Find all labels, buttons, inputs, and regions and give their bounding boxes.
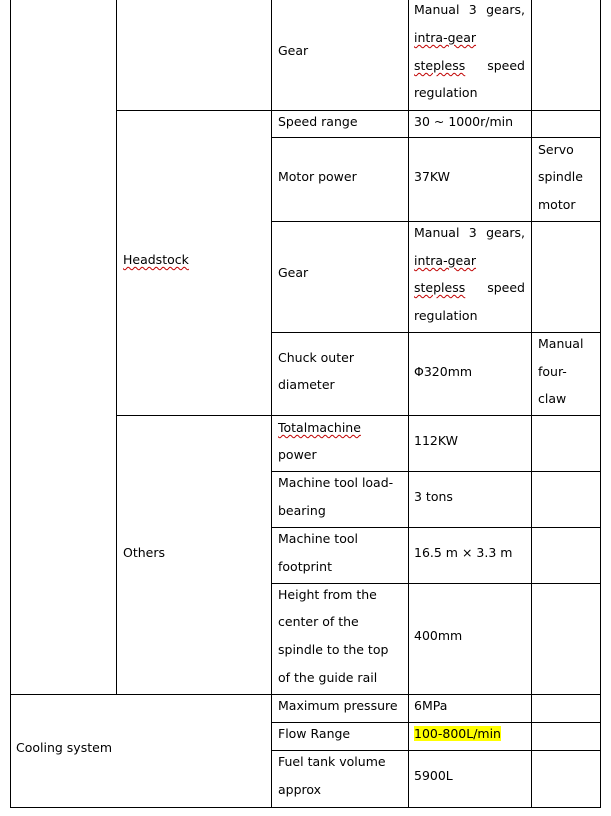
group-cooling-system: Cooling system bbox=[16, 740, 112, 755]
gear-value-line: Manual 3 gears, bbox=[414, 2, 525, 17]
footprint-label: footprint bbox=[278, 559, 332, 574]
pressure-value: 6MPa bbox=[414, 698, 448, 713]
chuck-note: claw bbox=[538, 391, 567, 406]
chuck-label: Chuck outer bbox=[278, 350, 354, 365]
height-label: of the guide rail bbox=[278, 670, 378, 685]
border-h-headstock-top bbox=[116, 110, 601, 111]
headstock-gear-value-line: regulation bbox=[414, 308, 478, 323]
flow-value: 100-800L/min bbox=[414, 726, 501, 741]
group-others: Others bbox=[123, 545, 166, 560]
border-v-0 bbox=[10, 0, 11, 808]
motor-power-note: spindle bbox=[538, 169, 583, 184]
speed-range-label: Speed range bbox=[278, 114, 358, 129]
gear-label: Gear bbox=[278, 43, 309, 58]
height-label: spindle to the top bbox=[278, 642, 389, 657]
height-label: Height from the bbox=[278, 587, 377, 602]
load-value: 3 tons bbox=[414, 489, 453, 504]
tank-value: 5900L bbox=[414, 768, 453, 783]
chuck-note: four- bbox=[538, 364, 567, 379]
gear-value-line: regulation bbox=[414, 85, 478, 100]
gear-value-line: stepless speed bbox=[414, 58, 525, 73]
group-headstock: Headstock bbox=[123, 252, 189, 267]
chuck-note: Manual bbox=[538, 336, 584, 351]
total-power-label: power bbox=[278, 447, 317, 462]
total-power-label: Totalmachine bbox=[278, 420, 361, 435]
speed-range-value: 30 ~ 1000r/min bbox=[414, 114, 514, 129]
load-label: bearing bbox=[278, 503, 326, 518]
motor-power-note: motor bbox=[538, 197, 576, 212]
chuck-label: diameter bbox=[278, 377, 335, 392]
border-v-2 bbox=[271, 0, 272, 808]
border-v-1 bbox=[116, 0, 117, 695]
border-h-bottom bbox=[10, 807, 601, 808]
pressure-label: Maximum pressure bbox=[278, 698, 398, 713]
headstock-gear-value-line: Manual 3 gears, bbox=[414, 225, 525, 240]
load-label: Machine tool load- bbox=[278, 475, 394, 490]
total-power-value: 112KW bbox=[414, 433, 458, 448]
motor-power-label: Motor power bbox=[278, 169, 357, 184]
motor-power-value: 37KW bbox=[414, 169, 451, 184]
border-v-5 bbox=[600, 0, 601, 808]
headstock-gear-value-line: intra-gear bbox=[414, 253, 477, 268]
footprint-label: Machine tool bbox=[278, 531, 358, 546]
border-v-4 bbox=[531, 0, 532, 808]
footprint-value: 16.5 m × 3.3 m bbox=[414, 545, 513, 560]
height-value: 400mm bbox=[414, 628, 463, 643]
height-label: center of the bbox=[278, 614, 359, 629]
flow-label: Flow Range bbox=[278, 726, 351, 741]
headstock-gear-label: Gear bbox=[278, 265, 309, 280]
border-v-3 bbox=[408, 0, 409, 808]
tank-label: Fuel tank volume bbox=[278, 754, 386, 769]
headstock-gear-value-line: stepless speed bbox=[414, 280, 525, 295]
motor-power-note: Servo bbox=[538, 142, 574, 157]
gear-value-line: intra-gear bbox=[414, 30, 477, 45]
chuck-value: Φ320mm bbox=[414, 364, 473, 379]
tank-label: approx bbox=[278, 782, 322, 797]
